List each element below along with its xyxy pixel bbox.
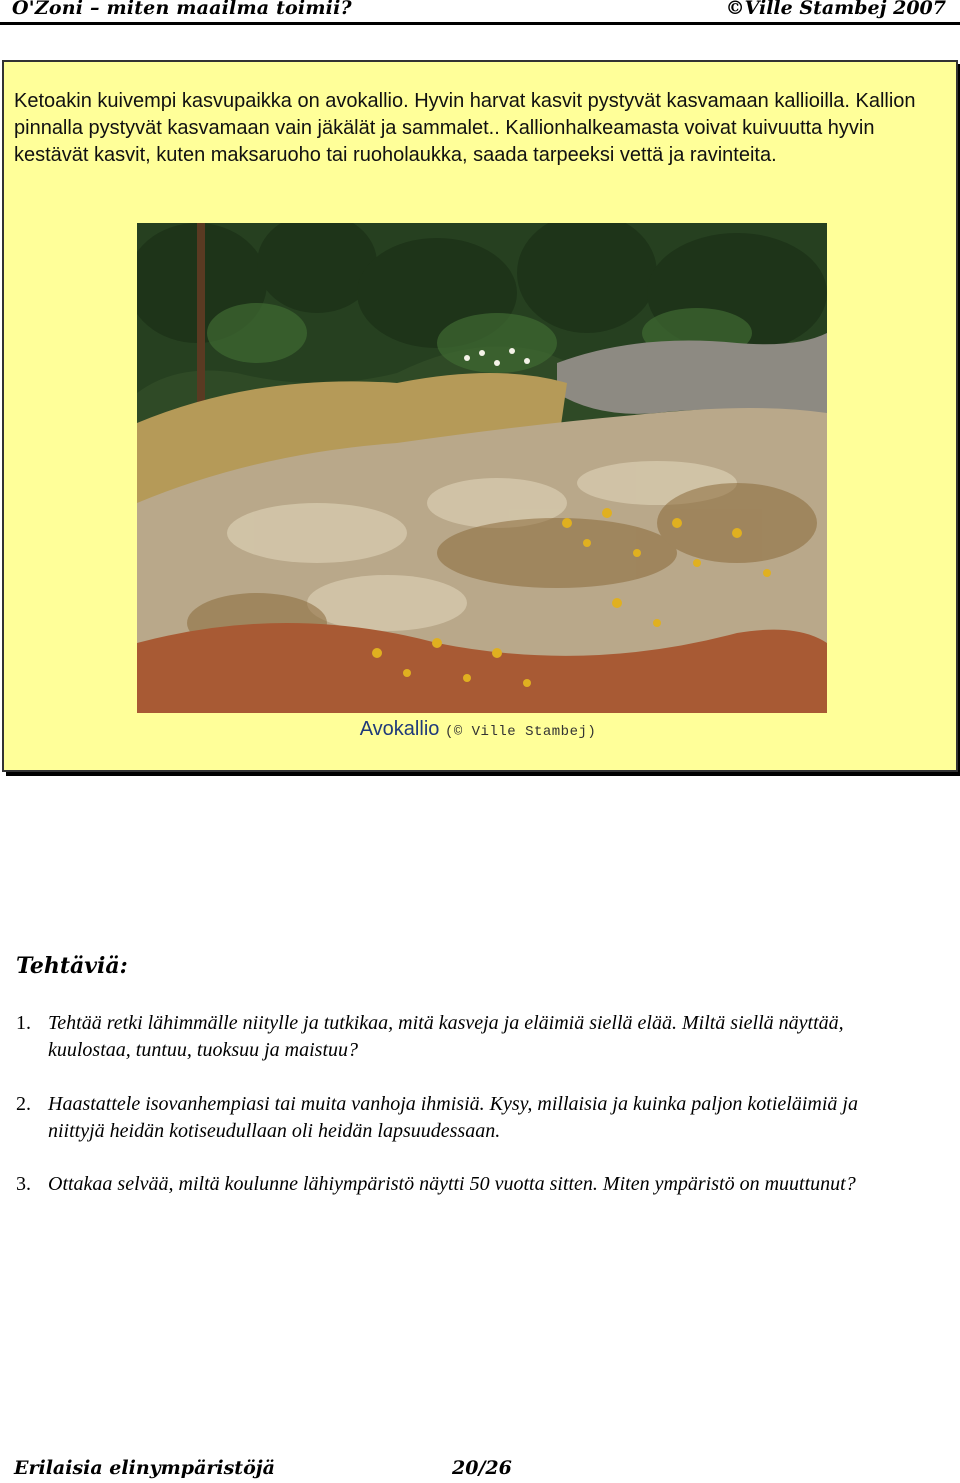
task-number: 3. <box>16 1173 31 1195</box>
caption-credit: (© Ville Stambej) <box>444 724 597 740</box>
tasks-heading: Tehtäviä: <box>16 953 128 979</box>
header-copyright: ©Ville Stambej 2007 <box>725 0 946 19</box>
intro-paragraph: Ketoakin kuivempi kasvupaikka on avokallio. Hyvin harvat kasvit pystyvät kasvamaan kallioilla. Kallion pinnalla pystyvät kasvamaan vain jäkälät ja sammalet.. Kallionhalkeamasta voivat kuivuutta hyvin kestävät kasvit, kuten maksaruoho tai ruoholaukka, saada tarpeeksi vettä ja ravinteita. <box>14 90 916 166</box>
photo-caption <box>4 718 952 741</box>
caption-title: Avokallio <box>359 718 440 740</box>
page-number: 20/26 <box>452 1457 512 1479</box>
info-box <box>2 60 958 772</box>
task-item <box>16 1010 916 1064</box>
task-item <box>16 1171 916 1198</box>
task-number: 1. <box>16 1012 31 1034</box>
task-item <box>16 1091 916 1145</box>
task-text: Tehtää retki lähimmälle niitylle ja tutkikaa, mitä kasveja ja eläimiä siellä elää. Miltä siellä näyttää, kuulostaa, tuntuu, tuoksuu ja maistuu? <box>48 1012 844 1061</box>
task-text: Ottakaa selvää, miltä koulunne lähiympäristö näytti 50 vuotta sitten. Miten ympäristö on muuttunut? <box>48 1173 856 1195</box>
footer-title: Erilaisia elinympäristöjä <box>14 1457 275 1479</box>
task-number: 2. <box>16 1093 31 1115</box>
header-title: O'Zoni – miten maailma toimii? <box>12 0 352 19</box>
header-rule <box>0 22 960 25</box>
page-header <box>0 0 960 22</box>
task-text: Haastattele isovanhempiasi tai muita vanhoja ihmisiä. Kysy, millaisia ja kuinka paljon kotieläimiä ja niittyjä heidän kotiseudullaan oli heidän lapsuudessaan. <box>48 1093 858 1142</box>
rock-outcrop-photo <box>137 223 827 713</box>
